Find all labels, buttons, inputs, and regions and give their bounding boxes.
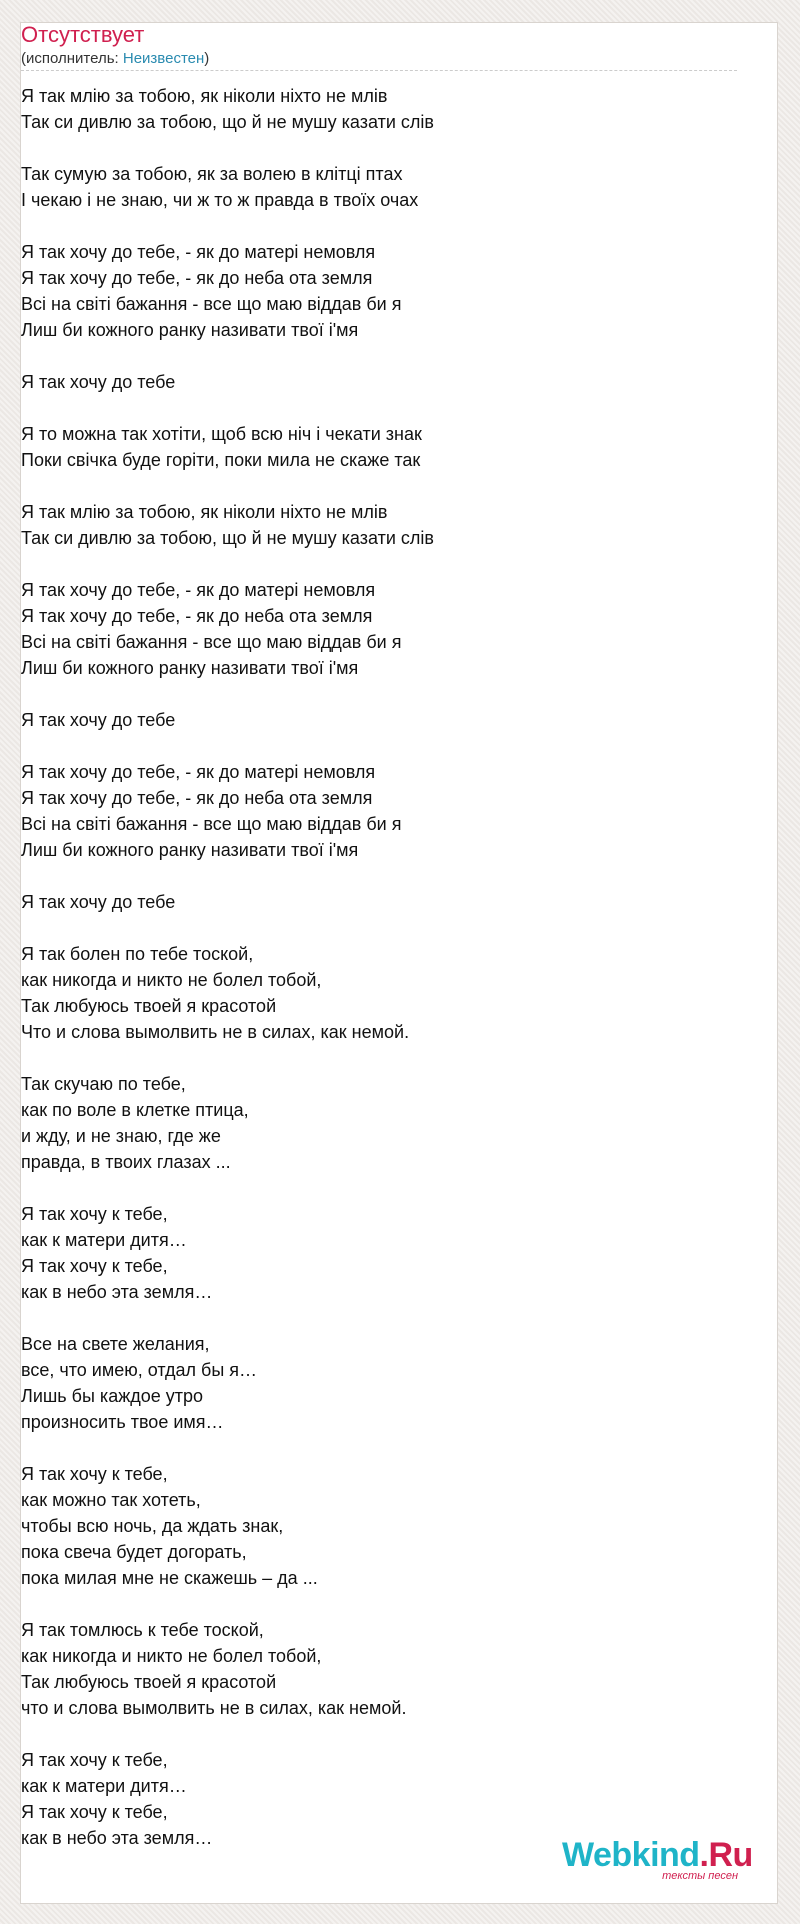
logo-tagline: тексты песен: [662, 1870, 738, 1882]
performer-link[interactable]: Неизвестен: [122, 50, 205, 67]
lyrics-stanza: Я так хочу до тебе, - як до матері немовля Я так хочу до тебе, - як до неба ота земля Всі на світі бажання - все що маю віддав би я Лиш би кожного ранку називати твої і'мя: [21, 242, 402, 340]
lyrics-stanza: Я так хочу до тебе: [21, 892, 176, 912]
lyrics-stanza: Я так хочу до тебе: [21, 710, 176, 730]
lyrics-stanza: Я так млію за тобою, як ніколи ніхто не млів Так си дивлю за тобою, що й не мушу казати слів: [21, 86, 434, 132]
lyrics-stanza: Так скучаю по тебе, как по воле в клетке птица, и жду, и не знаю, где же правда, в твоих глазах ...: [21, 1074, 249, 1172]
lyrics-stanza: Я так хочу до тебе: [21, 372, 176, 392]
lyrics-text: [21, 83, 737, 1851]
lyrics-stanza: Я так хочу до тебе, - як до матері немовля Я так хочу до тебе, - як до неба ота земля Всі на світі бажання - все що маю віддав би я Лиш би кожного ранку називати твої і'мя: [21, 762, 402, 860]
lyrics-stanza: Я так хочу к тебе, как можно так хотеть, чтобы всю ночь, да ждать знак, пока свеча будет догорать, пока милая мне не скажешь – да ...: [21, 1464, 318, 1588]
performer-prefix: (исполнитель:: [21, 50, 123, 67]
title-divider: [21, 70, 737, 71]
lyrics-stanza: Я так хочу к тебе, как к матери дитя… Я так хочу к тебе, как в небо эта земля…: [21, 1750, 213, 1848]
lyrics-stanza: Все на свете желания, все, что имею, отдал бы я… Лишь бы каждое утро произносить твое имя…: [21, 1334, 258, 1432]
lyrics-stanza: Я так томлюсь к тебе тоской, как никогда и никто не болел тобой, Так любуюсь твоей я красотой что и слова вымолвить не в силах, как немой.: [21, 1620, 407, 1718]
lyrics-stanza: Я так млію за тобою, як ніколи ніхто не млів Так си дивлю за тобою, що й не мушу казати слів: [21, 502, 434, 548]
webkind-logo: [562, 1836, 753, 1882]
song-title: Отсутствует: [21, 22, 145, 47]
lyrics-stanza: Так сумую за тобою, як за волею в клітці птах І чекаю і не знаю, чи ж то ж правда в твоїх очах: [21, 164, 419, 210]
lyrics-stanza: Я так хочу до тебе, - як до матері немовля Я так хочу до тебе, - як до неба ота земля Всі на світі бажання - все що маю віддав би я Лиш би кожного ранку називати твої і'мя: [21, 580, 402, 678]
performer-line: [21, 50, 209, 67]
logo-brand-name: Webkind: [562, 1836, 700, 1874]
logo-brand-tld: .Ru: [699, 1836, 753, 1874]
lyrics-stanza: Я так хочу к тебе, как к матери дитя… Я так хочу к тебе, как в небо эта земля…: [21, 1204, 213, 1302]
lyrics-stanza: Я так болен по тебе тоской, как никогда и никто не болел тобой, Так любуюсь твоей я красотой Что и слова вымолвить не в силах, как немой.: [21, 944, 410, 1042]
performer-suffix: ): [204, 50, 210, 67]
lyrics-stanza: Я то можна так хотіти, щоб всю ніч і чекати знак Поки свічка буде горіти, поки мила не скаже так: [21, 424, 422, 470]
